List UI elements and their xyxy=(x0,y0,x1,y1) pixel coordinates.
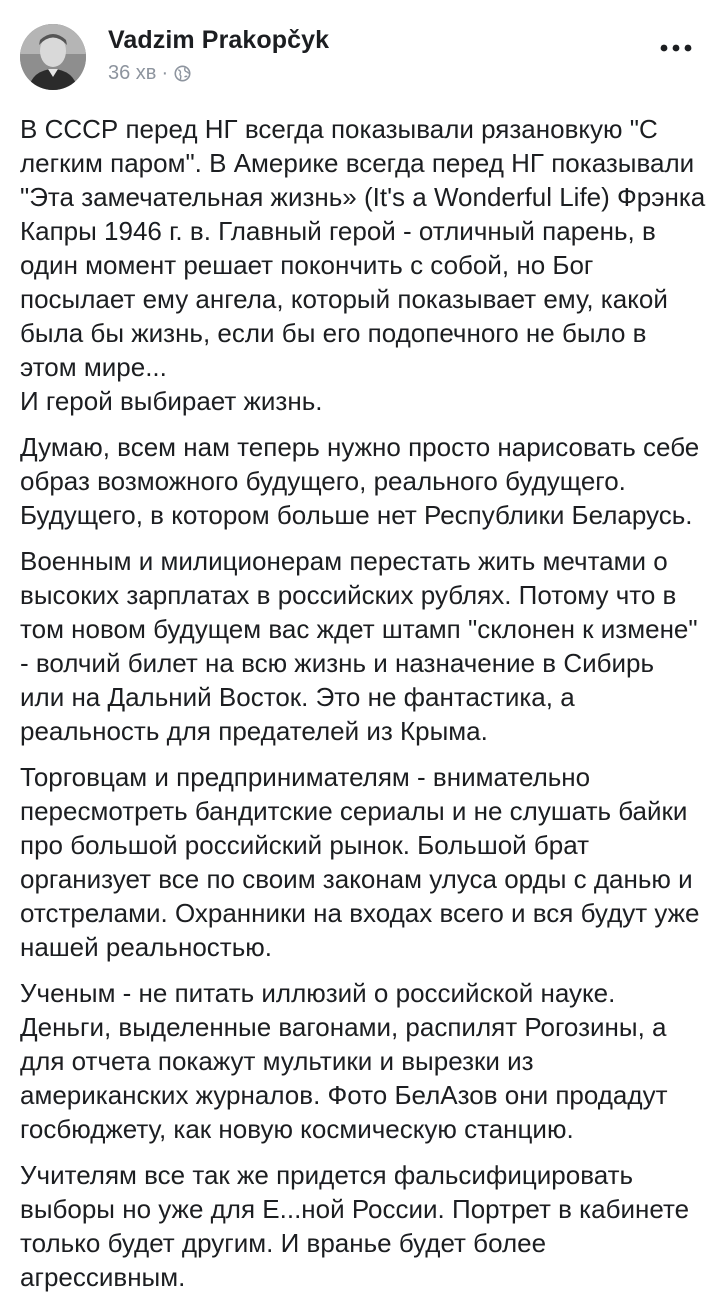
text-line: образ возможного будущего, реального будущего. xyxy=(20,466,626,496)
text-line: И герой выбирает жизнь. xyxy=(20,386,323,416)
text-line: была бы жизнь, если бы его подопечного не было в xyxy=(20,318,647,348)
text-line: Учителям все так же придется фальсифицировать xyxy=(20,1160,634,1190)
text-line: том новом будущем вас ждет штамп "склонен к измене" xyxy=(20,614,698,644)
text-line: американских журналов. Фото БелАзов они продадут xyxy=(20,1080,668,1110)
text-line: для отчета покажут мультики и вырезки из xyxy=(20,1046,534,1076)
text-line: выборы но уже для Е...ной России. Портрет в кабинете xyxy=(20,1194,690,1224)
text-line: Ученым - не питать иллюзий о российской науке. xyxy=(20,978,616,1008)
more-options-button[interactable] xyxy=(656,30,696,66)
post-paragraph xyxy=(20,1158,715,1294)
text-line: Думаю, всем нам теперь нужно просто нарисовать себе xyxy=(20,432,700,462)
text-line: Торговцам и предпринимателям - внимательно xyxy=(20,762,591,792)
post-paragraph xyxy=(20,112,715,418)
text-line: про большой российский рынок. Большой брат xyxy=(20,830,590,860)
text-line: или на Дальний Восток. Это не фантастика, а xyxy=(20,682,575,712)
more-options-icon xyxy=(660,44,692,52)
text-line: Деньги, выделенные вагонами, распилят Рогозины, а xyxy=(20,1012,667,1042)
text-line: организует все по своим законам улуса орды с данью и xyxy=(20,864,693,894)
text-line: нашей реальностью. xyxy=(20,932,272,962)
post-header xyxy=(20,22,710,94)
text-line: один момент решает покончить с собой, но Бог xyxy=(20,250,594,280)
text-line: этом мире... xyxy=(20,352,167,382)
post-paragraph xyxy=(20,430,715,532)
text-line: пересмотреть бандитские сериалы и не слушать байки xyxy=(20,796,688,826)
text-line: В СССР перед НГ всегда показывали рязановкую "С xyxy=(20,114,658,144)
text-line: посылает ему ангела, который показывает ему, какой xyxy=(20,284,668,314)
text-line: высоких зарплатах в российских рублях. Потому что в xyxy=(20,580,677,610)
text-line: агрессивным. xyxy=(20,1262,186,1292)
post-paragraph xyxy=(20,760,715,964)
post-paragraph xyxy=(20,544,715,748)
author-name[interactable]: Vadzim Prakopčyk xyxy=(108,26,330,54)
post-meta xyxy=(108,62,191,85)
text-line: госбюджету, как новую космическую станцию. xyxy=(20,1114,574,1144)
text-line: Капры 1946 г. в. Главный герой - отличный парень, в xyxy=(20,216,656,246)
text-line: Будущего, в котором больше нет Республики Беларусь. xyxy=(20,500,693,530)
text-line: легким паром". В Америке всегда перед НГ показывали xyxy=(20,148,695,178)
post-paragraph xyxy=(20,976,715,1146)
text-line: Военным и милиционерам перестать жить мечтами о xyxy=(20,546,668,576)
post-text xyxy=(20,112,715,1306)
text-line: только будет другим. И вранье будет более xyxy=(20,1228,547,1258)
author-avatar[interactable] xyxy=(20,24,86,90)
meta-separator: · xyxy=(161,62,169,84)
text-line: реальность для предателей из Крыма. xyxy=(20,716,488,746)
post-timestamp[interactable]: 36 хв xyxy=(108,62,157,84)
text-line: отстрелами. Охранники на входах всего и вся будут уже xyxy=(20,898,700,928)
text-line: "Эта замечательная жизнь» (It's a Wonderful Life) Фрэнка xyxy=(20,182,706,212)
text-line: - волчий билет на всю жизнь и назначение в Сибирь xyxy=(20,648,655,678)
avatar-photo-icon xyxy=(20,24,86,90)
globe-icon xyxy=(174,65,191,82)
